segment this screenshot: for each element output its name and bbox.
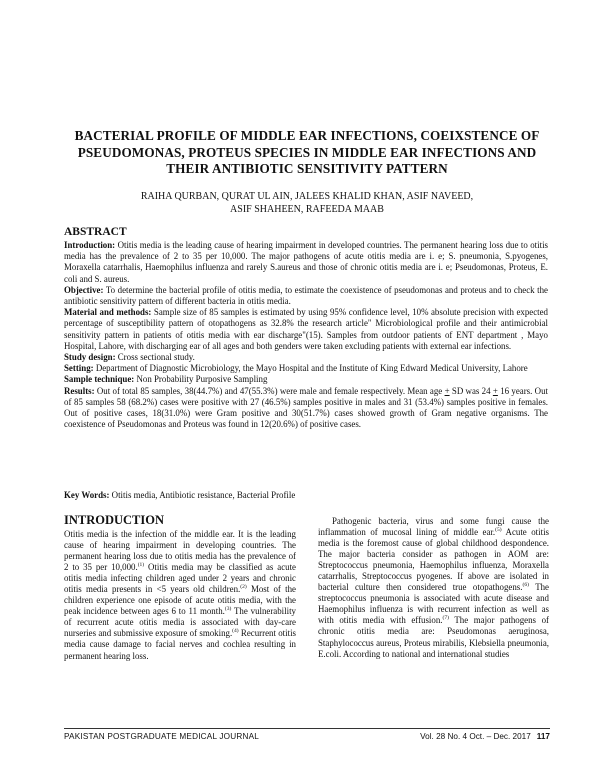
keywords-label: Key Words: — [64, 490, 110, 500]
journal-name: PAKISTAN POSTGRADUATE MEDICAL JOURNAL — [64, 732, 259, 741]
col1-text-e: Recurrent otitis media cause damage to facial nerves and cochlea resulting in permanent hearing loss. — [64, 628, 296, 661]
setting-text: Department of Diagnostic Microbiology, the Mayo Hospital and the Institute of King Edward Medical University, Lahore — [93, 363, 528, 374]
design-text: Cross sectional study. — [115, 352, 195, 363]
objective-text: To determine the bacterial profile of otitis media, to estimate the coexistence of pseudomonas and proteus and to check the antibiotic sensitivity pattern of different bacteria in otitis media. — [64, 284, 548, 307]
col1-text-c: Most of the children experience one episode of acute otitis media, with the peak incidence between ages 6 to 11 month. — [64, 584, 296, 617]
abstract-setting — [64, 363, 548, 374]
col1-text-a: Otitis media is the infection of the middle ear. It is the leading cause of hearing impairment in developing countries. The permanent hearing loss due to otitis media has the prevalence of 2 to 35 per 10,000. — [64, 529, 296, 573]
methods-label: Material and methods: — [64, 307, 152, 318]
methods-text: Sample size of 85 samples is estimated by using 95% confidence level, 10% absolute precision with expected percentage of susceptibility pattern of otopathogens as 32.8% the research article" Microbiological profile and their antimicrobial sensitivity pattern in patients of otitis media with ear discharge"(15). Samples from outdoor patients of ENT department , Mayo Hospital, Lahore, with discharging ear of all ages and both genders were taken excluding patients with external ear infections. — [64, 307, 548, 351]
abstract-sample — [64, 374, 548, 385]
abstract-results — [64, 386, 548, 431]
intro-paragraph-2 — [318, 516, 549, 660]
issue-info — [420, 732, 550, 741]
plus-minus-2: + — [492, 385, 498, 396]
keywords-text: Otitis media, Antibiotic resistance, Bacterial Profile — [109, 490, 296, 500]
col1-text-d: The vulnerability of recurrent acute otitis media is associated with day-care nurseries and submissive exposure of smoking. — [64, 606, 296, 639]
col2-text-c: The streptococcus pneumonia is associated with acute disease and Haemophilus influenza is with recurrent infection as well as with otitis media with effusion. — [318, 582, 549, 626]
results-label: Results: — [64, 385, 95, 396]
col1-text-b: Otitis media may be classified as acute otitis media infecting children aged under 2 years and chronic otitis media presents in <5 years old children. — [64, 562, 296, 595]
keywords — [64, 490, 548, 501]
authors-line-2: ASIF SHAHEEN, RAFEEDA MAAB — [230, 204, 384, 215]
results-text-c: 16 years. Out of 85 samples 58 (68.2%) cases were positive with 27 (46.5%) samples positive in males and 31 (53.4%) samples positive in females. Out of positive cases, 18(31.0%) were Gram positive and 30(51.7%) cases showed growth of Gram negative organisms. The coexistence of Pseudomonas and Proteus was found in 12(20.6%) of positive cases. — [64, 385, 548, 430]
abstract-introduction — [64, 240, 548, 285]
page-number: 117 — [536, 732, 550, 741]
citation-6: (6) — [522, 582, 529, 589]
plus-minus-1: + — [444, 385, 450, 396]
citation-5: (5) — [495, 527, 502, 534]
setting-label: Setting: — [64, 363, 94, 374]
abstract-methods — [64, 307, 548, 352]
objective-label: Objective: — [64, 284, 104, 295]
design-label: Study design: — [64, 352, 116, 363]
abstract-heading: ABSTRACT — [64, 226, 127, 238]
footer-rule — [64, 728, 550, 729]
introduction-text: Otitis media is the leading cause of hearing impairment in developed countries. The permanent hearing loss due to otitis media has the prevalence of 2 to 35 per 10,000. The major pathogens of acute otitis media are i. e; S. pneumonia, S.pyogenes, Moraxella catarrhalis, Haemophilus influenza and rarely S.aureus and those of chronic otitis media are i. e; Pseudomonas, Proteus, E. coli and S. aureus. — [64, 240, 548, 284]
citation-1: (1) — [137, 562, 145, 569]
introduction-label: Introduction: — [64, 240, 116, 250]
citation-4: (4) — [232, 628, 239, 635]
volume-issue: Vol. 28 No. 4 Oct. – Dec. 2017 — [420, 732, 531, 741]
results-text-b: SD was 24 — [449, 385, 493, 396]
introduction-heading: INTRODUCTION — [64, 513, 165, 527]
intro-paragraph-1 — [64, 529, 296, 662]
abstract-objective — [64, 285, 548, 307]
abstract-design — [64, 352, 548, 363]
abstract-body — [64, 240, 548, 430]
col2-text-b: Acute otitis media is the foremost cause of global childhood despondence. The major bacteria consider as pathogen in AOM are: Streptococcus pneumonia, Haemophilus influenza, Moraxella catarrhalis, Streptococcus pyogenes. If above are isolated in bacterial culture then considered true otopathogens. — [318, 527, 549, 593]
citation-7: (7) — [442, 615, 449, 622]
citation-3: (3) — [224, 606, 232, 613]
author-list — [64, 190, 550, 216]
article-title: BACTERIAL PROFILE OF MIDDLE EAR INFECTIONS, COEIXSTENCE OF PSEUDOMONAS, PROTEUS SPECIES IN MIDDLE EAR INFECTIONS AND THEIR ANTIBIOTIC SENSITIVITY PATTERN — [74, 128, 540, 176]
column-right — [318, 516, 549, 660]
col2-text-a: Pathogenic bacteria, virus and some fungi cause the inflammation of mucosal lining of middle ear. — [318, 516, 549, 538]
authors-line-1: RAIHA QURBAN, QURAT UL AIN, JALEES KHALID KHAN, ASIF NAVEED, — [140, 191, 474, 202]
sample-label: Sample technique: — [64, 374, 135, 385]
sample-text: Non Probability Purposive Sampling — [134, 374, 268, 385]
citation-2: (2) — [240, 584, 247, 591]
column-left — [64, 529, 296, 662]
results-text-a: Out of total 85 samples, 38(44.7%) and 47(55.3%) were male and female respectively. Mean age — [94, 385, 445, 396]
col2-text-d: The major pathogens of chronic otitis media are: Pseudomonas aeruginosa, Staphylococcus aureus, Proteus mirabilis, Klebsiella pneumonia, E.coli. According to national and international studies — [318, 615, 549, 659]
